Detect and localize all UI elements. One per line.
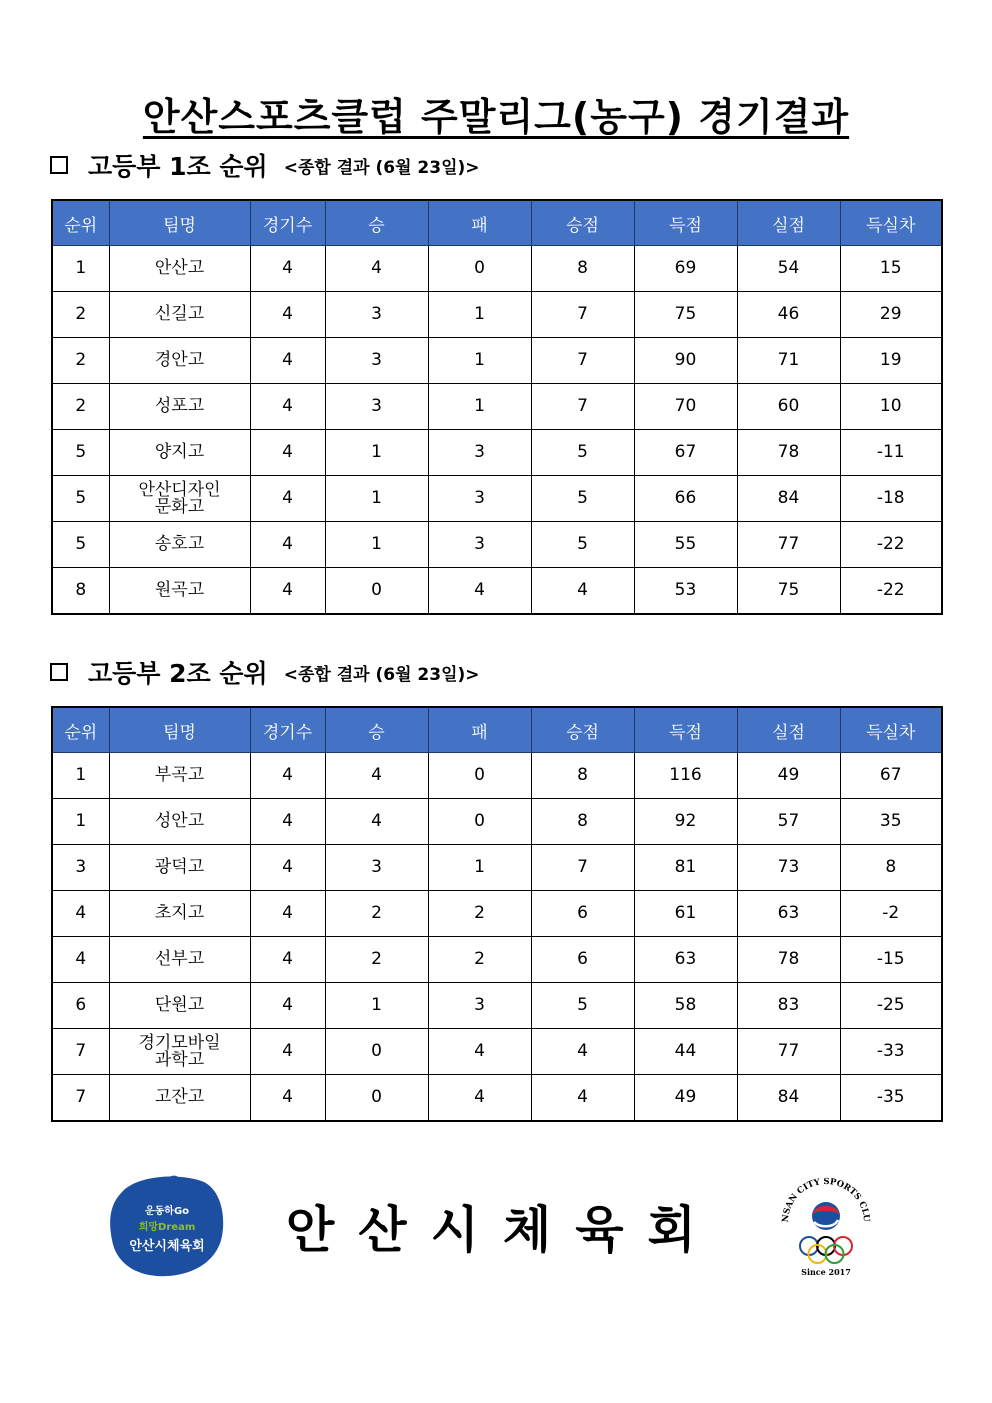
cell-diff: 10 — [840, 384, 942, 430]
cell-losses: 3 — [428, 522, 531, 568]
cell-points: 7 — [531, 384, 634, 430]
column-header-wins: 승 — [325, 707, 428, 753]
table-row — [52, 522, 942, 568]
cell-games: 4 — [250, 1075, 325, 1122]
group1-standings-table — [51, 199, 943, 615]
cell-games: 4 — [250, 753, 325, 799]
svg-text:Since 2017: Since 2017 — [801, 1267, 851, 1277]
cell-team: 선부고 — [109, 937, 250, 983]
cell-diff: 15 — [840, 246, 942, 292]
cell-points: 7 — [531, 292, 634, 338]
checkbox-square-icon — [50, 156, 68, 174]
column-header-points: 승점 — [531, 200, 634, 246]
cell-scored: 81 — [634, 845, 737, 891]
cell-wins: 0 — [325, 1075, 428, 1122]
cell-team: 고잔고 — [109, 1075, 250, 1122]
cell-team: 안산고 — [109, 246, 250, 292]
column-header-games: 경기수 — [250, 200, 325, 246]
cell-wins: 0 — [325, 1029, 428, 1075]
cell-points: 4 — [531, 568, 634, 615]
column-header-team: 팀명 — [109, 200, 250, 246]
cell-losses: 3 — [428, 983, 531, 1029]
cell-losses: 4 — [428, 1075, 531, 1122]
cell-scored: 90 — [634, 338, 737, 384]
cell-wins: 3 — [325, 384, 428, 430]
cell-rank: 2 — [52, 384, 109, 430]
table-row — [52, 384, 942, 430]
cell-points: 5 — [531, 983, 634, 1029]
cell-losses: 0 — [428, 246, 531, 292]
cell-team: 단원고 — [109, 983, 250, 1029]
table-header-row — [52, 707, 942, 753]
cell-rank: 5 — [52, 476, 109, 522]
table-row — [52, 983, 942, 1029]
group2-title: 고등부 2조 순위 — [88, 659, 268, 688]
cell-games: 4 — [250, 246, 325, 292]
cell-scored: 53 — [634, 568, 737, 615]
cell-games: 4 — [250, 845, 325, 891]
cell-conceded: 63 — [737, 891, 840, 937]
cell-scored: 61 — [634, 891, 737, 937]
cell-diff: -25 — [840, 983, 942, 1029]
column-header-scored: 득점 — [634, 200, 737, 246]
cell-points: 6 — [531, 891, 634, 937]
cell-scored: 66 — [634, 476, 737, 522]
cell-losses: 1 — [428, 384, 531, 430]
cell-diff: -22 — [840, 568, 942, 615]
cell-rank: 3 — [52, 845, 109, 891]
cell-games: 4 — [250, 1029, 325, 1075]
cell-diff: 29 — [840, 292, 942, 338]
table-row — [52, 338, 942, 384]
cell-conceded: 78 — [737, 937, 840, 983]
cell-points: 5 — [531, 522, 634, 568]
cell-losses: 2 — [428, 937, 531, 983]
cell-team: 경기모바일 과학고 — [109, 1029, 250, 1075]
cell-diff: -33 — [840, 1029, 942, 1075]
table-row — [52, 1075, 942, 1122]
group1-heading — [50, 148, 480, 182]
cell-games: 4 — [250, 937, 325, 983]
svg-text:희망Dream: 희망Dream — [138, 1222, 196, 1233]
cell-games: 4 — [250, 430, 325, 476]
cell-points: 8 — [531, 799, 634, 845]
cell-points: 7 — [531, 845, 634, 891]
cell-diff: -35 — [840, 1075, 942, 1122]
ansan-city-sports-club-logo — [778, 1170, 874, 1282]
column-header-diff: 득실차 — [840, 707, 942, 753]
cell-losses: 4 — [428, 1029, 531, 1075]
cell-diff: -2 — [840, 891, 942, 937]
cell-team: 부곡고 — [109, 753, 250, 799]
cell-points: 4 — [531, 1075, 634, 1122]
cell-conceded: 46 — [737, 292, 840, 338]
column-header-losses: 패 — [428, 200, 531, 246]
cell-wins: 2 — [325, 891, 428, 937]
cell-diff: 19 — [840, 338, 942, 384]
cell-team: 성포고 — [109, 384, 250, 430]
column-header-team: 팀명 — [109, 707, 250, 753]
cell-diff: -15 — [840, 937, 942, 983]
table-row — [52, 476, 942, 522]
cell-scored: 63 — [634, 937, 737, 983]
cell-team: 원곡고 — [109, 568, 250, 615]
cell-team: 광덕고 — [109, 845, 250, 891]
cell-conceded: 77 — [737, 522, 840, 568]
page-title: 안산스포츠클럽 주말리그(농구) 경기결과 — [142, 95, 850, 139]
cell-diff: 67 — [840, 753, 942, 799]
cell-conceded: 71 — [737, 338, 840, 384]
cell-team: 양지고 — [109, 430, 250, 476]
cell-losses: 1 — [428, 845, 531, 891]
cell-losses: 3 — [428, 476, 531, 522]
cell-diff: -11 — [840, 430, 942, 476]
table-row — [52, 937, 942, 983]
cell-losses: 0 — [428, 799, 531, 845]
cell-scored: 70 — [634, 384, 737, 430]
cell-diff: 35 — [840, 799, 942, 845]
cell-points: 8 — [531, 753, 634, 799]
cell-conceded: 60 — [737, 384, 840, 430]
column-header-points: 승점 — [531, 707, 634, 753]
org-name-text: 안산시체육회 — [286, 1201, 720, 1259]
cell-games: 4 — [250, 292, 325, 338]
cell-conceded: 49 — [737, 753, 840, 799]
cell-games: 4 — [250, 983, 325, 1029]
cell-points: 7 — [531, 338, 634, 384]
table-row — [52, 891, 942, 937]
cell-scored: 58 — [634, 983, 737, 1029]
cell-scored: 116 — [634, 753, 737, 799]
table-row — [52, 845, 942, 891]
cell-losses: 2 — [428, 891, 531, 937]
group2-heading — [50, 655, 480, 689]
cell-diff: -22 — [840, 522, 942, 568]
table-header-row — [52, 200, 942, 246]
column-header-conceded: 실점 — [737, 200, 840, 246]
cell-losses: 1 — [428, 338, 531, 384]
cell-conceded: 73 — [737, 845, 840, 891]
cell-games: 4 — [250, 338, 325, 384]
cell-scored: 44 — [634, 1029, 737, 1075]
cell-wins: 0 — [325, 568, 428, 615]
group2-subtitle: <종합 결과 (6월 23일)> — [283, 664, 480, 685]
cell-games: 4 — [250, 799, 325, 845]
cell-scored: 69 — [634, 246, 737, 292]
cell-conceded: 54 — [737, 246, 840, 292]
cell-conceded: 78 — [737, 430, 840, 476]
cell-rank: 6 — [52, 983, 109, 1029]
cell-rank: 4 — [52, 937, 109, 983]
cell-games: 4 — [250, 522, 325, 568]
cell-diff: 8 — [840, 845, 942, 891]
svg-text:안산시체육회: 안산시체육회 — [129, 1239, 205, 1254]
cell-wins: 1 — [325, 522, 428, 568]
cell-games: 4 — [250, 568, 325, 615]
cell-rank: 8 — [52, 568, 109, 615]
cell-points: 4 — [531, 1029, 634, 1075]
svg-text:운동하Go: 운동하Go — [144, 1206, 190, 1217]
cell-wins: 1 — [325, 476, 428, 522]
cell-team: 초지고 — [109, 891, 250, 937]
group1-subtitle: <종합 결과 (6월 23일)> — [283, 157, 480, 178]
cell-losses: 3 — [428, 430, 531, 476]
cell-rank: 4 — [52, 891, 109, 937]
cell-rank: 7 — [52, 1029, 109, 1075]
cell-scored: 92 — [634, 799, 737, 845]
cell-points: 6 — [531, 937, 634, 983]
cell-losses: 4 — [428, 568, 531, 615]
cell-team: 경안고 — [109, 338, 250, 384]
ansan-sports-council-logo — [108, 1174, 226, 1278]
cell-team: 신길고 — [109, 292, 250, 338]
cell-team: 안산디자인 문화고 — [109, 476, 250, 522]
cell-conceded: 77 — [737, 1029, 840, 1075]
cell-losses: 0 — [428, 753, 531, 799]
table-row — [52, 430, 942, 476]
cell-rank: 5 — [52, 430, 109, 476]
cell-wins: 3 — [325, 292, 428, 338]
cell-rank: 2 — [52, 292, 109, 338]
cell-scored: 67 — [634, 430, 737, 476]
cell-team: 성안고 — [109, 799, 250, 845]
cell-wins: 4 — [325, 799, 428, 845]
cell-games: 4 — [250, 476, 325, 522]
cell-points: 5 — [531, 476, 634, 522]
checkbox-square-icon — [50, 663, 68, 681]
column-header-diff: 득실차 — [840, 200, 942, 246]
cell-games: 4 — [250, 384, 325, 430]
cell-scored: 55 — [634, 522, 737, 568]
cell-rank: 2 — [52, 338, 109, 384]
cell-wins: 1 — [325, 983, 428, 1029]
column-header-losses: 패 — [428, 707, 531, 753]
column-header-scored: 득점 — [634, 707, 737, 753]
table-row — [52, 246, 942, 292]
column-header-conceded: 실점 — [737, 707, 840, 753]
cell-wins: 4 — [325, 246, 428, 292]
cell-diff: -18 — [840, 476, 942, 522]
cell-conceded: 83 — [737, 983, 840, 1029]
cell-losses: 1 — [428, 292, 531, 338]
column-header-rank: 순위 — [52, 200, 109, 246]
cell-scored: 75 — [634, 292, 737, 338]
cell-team: 송호고 — [109, 522, 250, 568]
cell-points: 5 — [531, 430, 634, 476]
svg-text:ANSAN CITY SPORTS CLUB: NSAN CITY SPORTS CLU — [780, 1176, 872, 1223]
cell-wins: 4 — [325, 753, 428, 799]
cell-conceded: 75 — [737, 568, 840, 615]
cell-rank: 7 — [52, 1075, 109, 1122]
cell-wins: 3 — [325, 338, 428, 384]
cell-points: 8 — [531, 246, 634, 292]
cell-conceded: 57 — [737, 799, 840, 845]
group1-title: 고등부 1조 순위 — [88, 152, 268, 181]
table-row — [52, 568, 942, 615]
cell-rank: 1 — [52, 246, 109, 292]
cell-conceded: 84 — [737, 476, 840, 522]
cell-wins: 1 — [325, 430, 428, 476]
table-row — [52, 292, 942, 338]
cell-wins: 2 — [325, 937, 428, 983]
column-header-rank: 순위 — [52, 707, 109, 753]
cell-wins: 3 — [325, 845, 428, 891]
cell-games: 4 — [250, 891, 325, 937]
cell-rank: 5 — [52, 522, 109, 568]
column-header-games: 경기수 — [250, 707, 325, 753]
column-header-wins: 승 — [325, 200, 428, 246]
group2-standings-table — [51, 706, 943, 1122]
cell-rank: 1 — [52, 753, 109, 799]
table-row — [52, 753, 942, 799]
table-row — [52, 799, 942, 845]
table-row — [52, 1029, 942, 1075]
cell-rank: 1 — [52, 799, 109, 845]
cell-scored: 49 — [634, 1075, 737, 1122]
cell-conceded: 84 — [737, 1075, 840, 1122]
